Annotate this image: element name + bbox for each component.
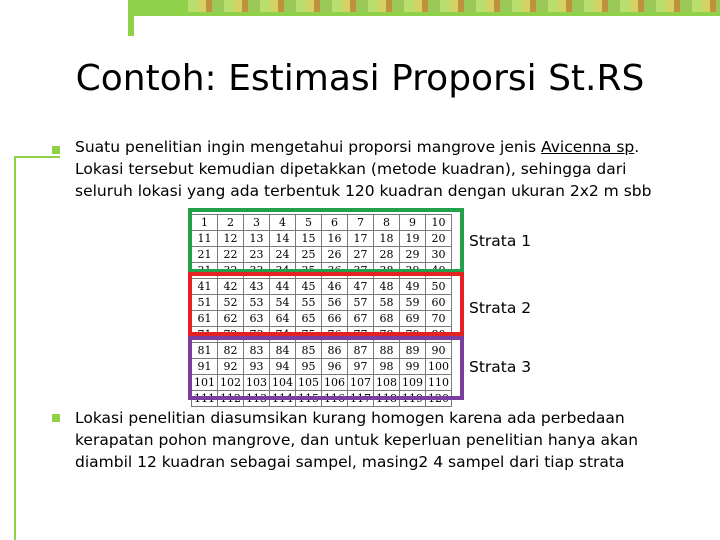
grid-cell: 50 xyxy=(426,279,452,295)
grid-cell: 72 xyxy=(218,327,244,343)
grid-cell: 99 xyxy=(400,359,426,375)
grid-cell: 54 xyxy=(270,295,296,311)
grid-cell: 111 xyxy=(192,391,218,407)
grid-cell: 11 xyxy=(192,231,218,247)
grid-cell: 17 xyxy=(348,231,374,247)
bullet-square-icon xyxy=(52,414,60,422)
grid-cell: 2 xyxy=(218,215,244,231)
grid-cell: 106 xyxy=(322,375,348,391)
grid-cell: 37 xyxy=(348,263,374,279)
top-banner xyxy=(128,0,720,36)
grid-cell: 83 xyxy=(244,343,270,359)
grid-cell: 115 xyxy=(296,391,322,407)
grid-cell: 76 xyxy=(322,327,348,343)
grid-cell: 1 xyxy=(192,215,218,231)
grid-cell: 58 xyxy=(374,295,400,311)
grid-cell: 87 xyxy=(348,343,374,359)
grid-cell: 67 xyxy=(348,311,374,327)
grid-cell: 101 xyxy=(192,375,218,391)
grid-cell: 73 xyxy=(244,327,270,343)
grid-cell: 23 xyxy=(244,247,270,263)
grid-cell: 110 xyxy=(426,375,452,391)
grid-cell: 66 xyxy=(322,311,348,327)
grid-cell: 6 xyxy=(322,215,348,231)
grid-cell: 104 xyxy=(270,375,296,391)
grid-cell: 14 xyxy=(270,231,296,247)
grid-cell: 51 xyxy=(192,295,218,311)
strata-3-label: Strata 3 xyxy=(469,358,532,376)
grid-cell: 84 xyxy=(270,343,296,359)
grid-cell: 18 xyxy=(374,231,400,247)
grid-cell: 75 xyxy=(296,327,322,343)
grid-cell: 65 xyxy=(296,311,322,327)
paragraph-2: Lokasi penelitian diasumsikan kurang homogen karena ada perbedaan kerapatan pohon mangrove, dan untuk keperluan penelitian hanya akan diambil 12 kuadran sebagai sampel, masing2 4 sampel dari tiap strata xyxy=(75,409,639,471)
grid-cell: 31 xyxy=(192,263,218,279)
grid-cell: 53 xyxy=(244,295,270,311)
grid-cell: 33 xyxy=(244,263,270,279)
left-decor-line-horizontal xyxy=(14,156,60,158)
grid-cell: 60 xyxy=(426,295,452,311)
bullet-square-icon xyxy=(52,146,60,154)
grid-cell: 105 xyxy=(296,375,322,391)
grid-cell: 38 xyxy=(374,263,400,279)
strata-2-label: Strata 2 xyxy=(469,299,532,317)
grid-cell: 26 xyxy=(322,247,348,263)
slide-title: Contoh: Estimasi Proporsi St.RS xyxy=(75,58,645,99)
grid-cell: 34 xyxy=(270,263,296,279)
grid-cell: 45 xyxy=(296,279,322,295)
grid-cell: 5 xyxy=(296,215,322,231)
grid-cell: 98 xyxy=(374,359,400,375)
grid-cell: 85 xyxy=(296,343,322,359)
grid-cell: 119 xyxy=(400,391,426,407)
strata-1-label: Strata 1 xyxy=(469,232,532,250)
grid-cell: 57 xyxy=(348,295,374,311)
grid-cell: 61 xyxy=(192,311,218,327)
grid-cell: 12 xyxy=(218,231,244,247)
strata-3-box xyxy=(188,336,464,400)
grid-cell: 25 xyxy=(296,247,322,263)
paragraph-1-text-before: Suatu penelitian ingin mengetahui proporsi mangrove jenis xyxy=(75,138,542,156)
grid-cell: 97 xyxy=(348,359,374,375)
grid-cell: 8 xyxy=(374,215,400,231)
grid-cell: 22 xyxy=(218,247,244,263)
grid-cell: 93 xyxy=(244,359,270,375)
grid-cell: 43 xyxy=(244,279,270,295)
grid-cell: 80 xyxy=(426,327,452,343)
grid-cell: 46 xyxy=(322,279,348,295)
grid-cell: 56 xyxy=(322,295,348,311)
species-name: Avicenna sp xyxy=(541,138,635,156)
grid-cell: 16 xyxy=(322,231,348,247)
paragraph-1 xyxy=(75,136,675,202)
grid-cell: 48 xyxy=(374,279,400,295)
grid-cell: 52 xyxy=(218,295,244,311)
grid-cell: 69 xyxy=(400,311,426,327)
grid-cell: 68 xyxy=(374,311,400,327)
grid-cell: 27 xyxy=(348,247,374,263)
grid-cell: 94 xyxy=(270,359,296,375)
flower-decoration xyxy=(188,0,720,12)
grid-cell: 91 xyxy=(192,359,218,375)
grid-cell: 112 xyxy=(218,391,244,407)
grid-cell: 19 xyxy=(400,231,426,247)
grid-cell: 120 xyxy=(426,391,452,407)
grid-cell: 107 xyxy=(348,375,374,391)
grid-cell: 95 xyxy=(296,359,322,375)
grid-cell: 47 xyxy=(348,279,374,295)
grid-cell: 71 xyxy=(192,327,218,343)
grid-cell: 49 xyxy=(400,279,426,295)
grid-cell: 62 xyxy=(218,311,244,327)
grid-cell: 29 xyxy=(400,247,426,263)
grid-cell: 74 xyxy=(270,327,296,343)
grid-cell: 4 xyxy=(270,215,296,231)
grid-cell: 59 xyxy=(400,295,426,311)
grid-cell: 63 xyxy=(244,311,270,327)
strata-1-box xyxy=(188,208,464,273)
grid-cell: 40 xyxy=(426,263,452,279)
grid-cell: 20 xyxy=(426,231,452,247)
grid-cell: 41 xyxy=(192,279,218,295)
grid-cell: 89 xyxy=(400,343,426,359)
grid-cell: 86 xyxy=(322,343,348,359)
grid-cell: 64 xyxy=(270,311,296,327)
grid-cell: 108 xyxy=(374,375,400,391)
grid-cell: 21 xyxy=(192,247,218,263)
grid-cell: 114 xyxy=(270,391,296,407)
grid-cell: 15 xyxy=(296,231,322,247)
grid-cell: 44 xyxy=(270,279,296,295)
grid-cell: 28 xyxy=(374,247,400,263)
grid-cell: 55 xyxy=(296,295,322,311)
grid-cell: 116 xyxy=(322,391,348,407)
grid-cell: 70 xyxy=(426,311,452,327)
grid-cell: 24 xyxy=(270,247,296,263)
grid-cell: 118 xyxy=(374,391,400,407)
grid-cell: 82 xyxy=(218,343,244,359)
grid-cell: 3 xyxy=(244,215,270,231)
grid-cell: 113 xyxy=(244,391,270,407)
strata-2-box xyxy=(188,272,464,336)
grid-cell: 9 xyxy=(400,215,426,231)
grid-cell: 81 xyxy=(192,343,218,359)
grid-cell: 100 xyxy=(426,359,452,375)
grid-cell: 78 xyxy=(374,327,400,343)
left-decor-line xyxy=(14,156,16,540)
grid-cell: 7 xyxy=(348,215,374,231)
grid-cell: 39 xyxy=(400,263,426,279)
grid-cell: 90 xyxy=(426,343,452,359)
paragraph-1-text-after: . Lokasi tersebut kemudian dipetakkan (metode kuadran), sehingga dari seluruh lokasi yang ada terbentuk 120 kuadran dengan ukuran 2x2 m sbb xyxy=(75,138,652,200)
grid-cell: 32 xyxy=(218,263,244,279)
grid-cell: 102 xyxy=(218,375,244,391)
grid-cell: 109 xyxy=(400,375,426,391)
grid-cell: 88 xyxy=(374,343,400,359)
grid-cell: 92 xyxy=(218,359,244,375)
grid-cell: 103 xyxy=(244,375,270,391)
grid-cell: 117 xyxy=(348,391,374,407)
grid-cell: 30 xyxy=(426,247,452,263)
grid-cell: 96 xyxy=(322,359,348,375)
grid-cell: 79 xyxy=(400,327,426,343)
grid-cell: 77 xyxy=(348,327,374,343)
grid-cell: 13 xyxy=(244,231,270,247)
banner-white-strip xyxy=(134,16,720,36)
grid-cell: 42 xyxy=(218,279,244,295)
grid-cell: 35 xyxy=(296,263,322,279)
grid-cell: 10 xyxy=(426,215,452,231)
grid-cell: 36 xyxy=(322,263,348,279)
